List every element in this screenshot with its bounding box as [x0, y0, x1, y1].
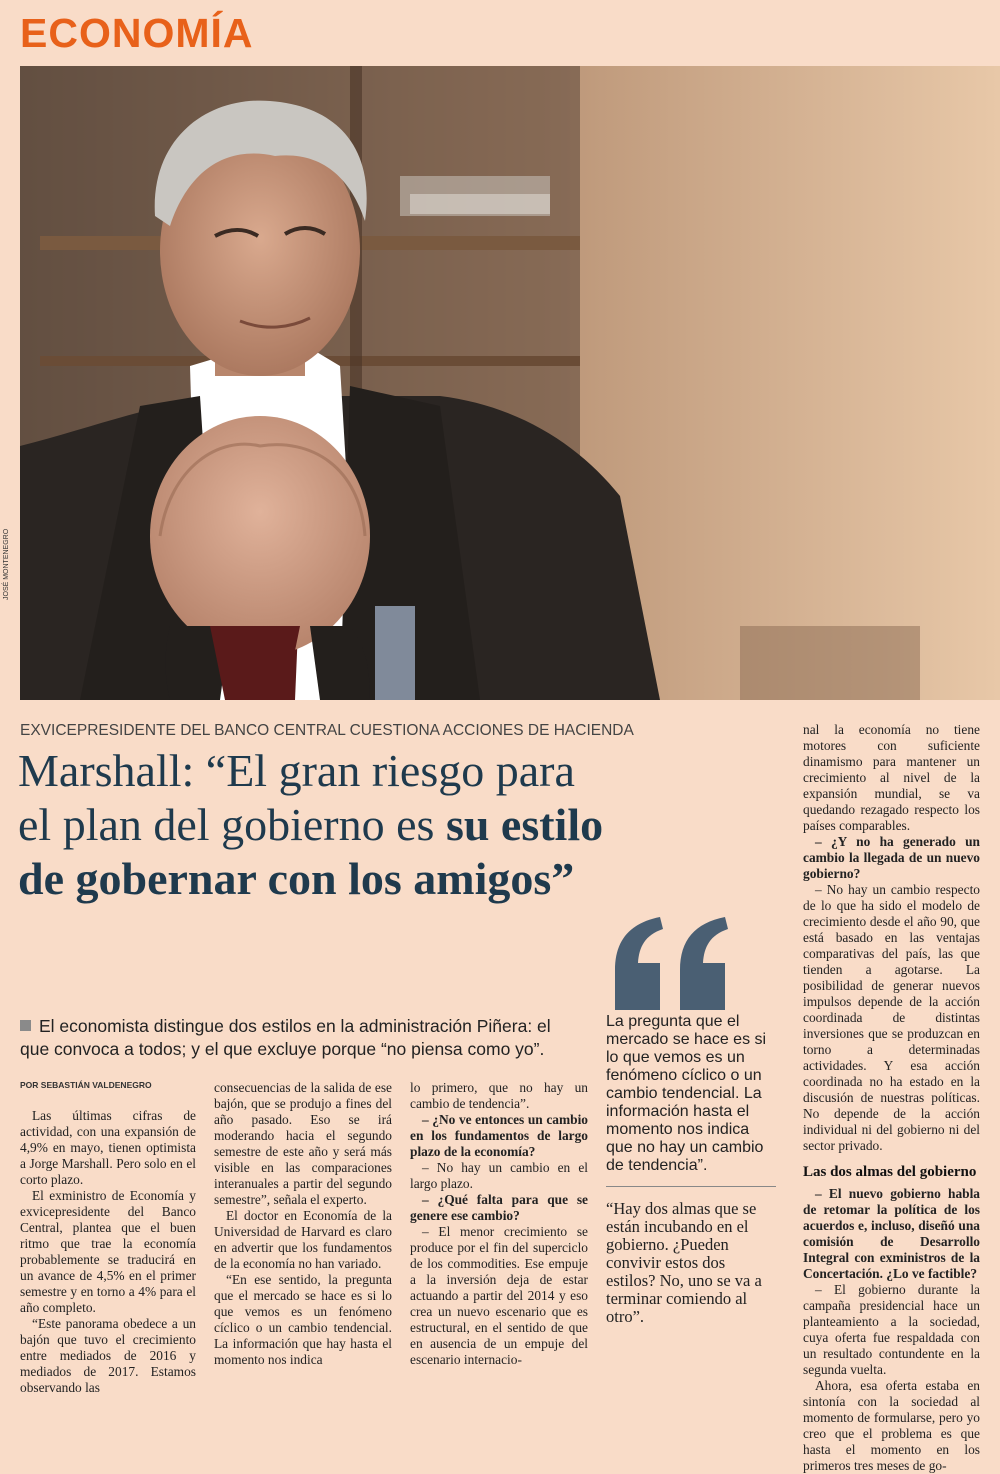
subheading: Las dos almas del gobierno: [803, 1164, 977, 1180]
interview-question: – ¿No ve entonces un cambio en los fundamentos de largo plazo de la economía?: [410, 1112, 588, 1159]
square-bullet-icon: [20, 1020, 31, 1031]
interview-answer: – El gobierno durante la campaña presidencial hace un planteamiento a la sociedad, cuya oferta fue respaldada con un resultado contundente en la segunda vuelta.: [803, 1282, 980, 1377]
kicker: EXVICEPRESIDENTE DEL BANCO CENTRAL CUESTIONA ACCIONES DE HACIENDA: [20, 722, 634, 739]
paragraph: El exministro de Economía y exvicepresidente del Banco Central, plantea que el buen ritmo que trae la economía probablemente se traducirá en un avance de 4,5% en el primer semestre y en torno a 4% para el año completo.: [20, 1188, 196, 1315]
pull-quote-2: “Hay dos almas que se están incubando en el gobierno. ¿Pueden convivir estos dos estilos? No, uno se va a terminar comiendo al otro”.: [606, 1199, 762, 1326]
headline: [18, 744, 618, 906]
paragraph: El doctor en Economía de la Universidad de Harvard es claro en advertir que los fundamentos de la economía no han variado.: [214, 1208, 392, 1271]
interview-answer: – No hay un cambio en el largo plazo.: [410, 1160, 588, 1191]
paragraph: “En ese sentido, la pregunta que el mercado se hace es si lo que vemos es un fenómeno cíclico o un cambio tendencial. La información que hay hasta el momento nos indica: [214, 1272, 392, 1367]
paragraph: Ahora, esa oferta estaba en sintonía con la sociedad al momento de formularse, pero yo creo que el problema es que hasta el momento en los primeros tres meses de go-: [803, 1378, 980, 1473]
paragraph: lo primero, que no hay un cambio de tendencia”.: [410, 1080, 588, 1111]
interview-question: – ¿Y no ha generado un cambio la llegada de un nuevo gobierno?: [803, 834, 980, 881]
column-2: [214, 1080, 392, 1368]
photo-credit: JOSÉ MONTENEGRO: [3, 528, 10, 600]
interview-answer: – El menor crecimiento se produce por el fin del superciclo de los commodities. Ese empuje a la inversión deja de estar actuando a partir del 2014 y eso crea un nuevo escenario que es estructural, en el sentido de que en ausencia de un empuje del escenario internacio-: [410, 1224, 588, 1367]
quotation-mark-icon: [605, 915, 735, 1010]
paragraph: “Este panorama obedece a un bajón que tuvo el crecimiento entre mediados de 2016 y mediados de 2017. Estamos observando las: [20, 1316, 196, 1395]
paragraph: Las últimas cifras de actividad, con una expansión de 4,9% en mayo, tienen optimista a Jorge Marshall. Pero solo en el corto plazo.: [20, 1108, 196, 1187]
divider: [606, 1186, 776, 1187]
lead-text: El economista distingue dos estilos en la administración Piñera: el que convoca a todos; y el que excluye porque “no piensa como yo”.: [20, 1016, 551, 1059]
column-1: [20, 1108, 196, 1395]
lead: [20, 1015, 560, 1061]
pull-quote-1: La pregunta que el mercado se hace es si lo que vemos es un fenómeno cíclico o un cambio tendencial. La información hasta el momento nos indica que no hay un cambio de tendencia”.: [606, 1013, 767, 1174]
section-title: ECONOMÍA: [20, 10, 254, 56]
interview-answer: – No hay un cambio respecto de lo que ha sido el modelo de crecimiento desde el año 90, que está basado en las ventajas comparativas del país, las que tienden a agotarse. La posibilidad de generar nuevos impulsos depende de la acción coordinada de distintas inversiones que se produzcan en torno a determinadas actividades. Y esa acción coordinada no ha estado en la discusión de nuestras políticas. No depende de la acción individual ni del gobierno ni del sector privado.: [803, 882, 980, 1153]
interview-question: – El nuevo gobierno habla de retomar la política de los acuerdos e, incluso, diseñó una comisión de Desarrollo Integral con exministros de la Concertación. ¿Lo ve factible?: [803, 1186, 980, 1281]
byline: POR SEBASTIÁN VALDENEGRO: [20, 1080, 152, 1090]
paragraph: consecuencias de la salida de ese bajón, que se produjo a fines del año pasado. Eso se irá moderando hacia el segundo semestre de este año y será más visible en las comparaciones interanuales a partir del segundo semestre”, señala el experto.: [214, 1080, 392, 1207]
portrait-illustration: [20, 66, 1000, 700]
headline-bold: su estilo de gobernar con los amigos”: [18, 799, 604, 904]
interview-question: – ¿Qué falta para que se genere ese cambio?: [410, 1192, 588, 1223]
paragraph: nal la economía no tiene motores con suficiente dinamismo para mantener un crecimiento al nivel de la expansión mundial, se va quedando rezagado respecto los países comparables.: [803, 722, 980, 833]
column-4: [803, 722, 980, 1473]
headline-regular: Marshall: “El gran riesgo para el plan del gobierno es: [18, 745, 575, 850]
column-3: [410, 1080, 588, 1368]
portrait-photo: [20, 66, 1000, 700]
